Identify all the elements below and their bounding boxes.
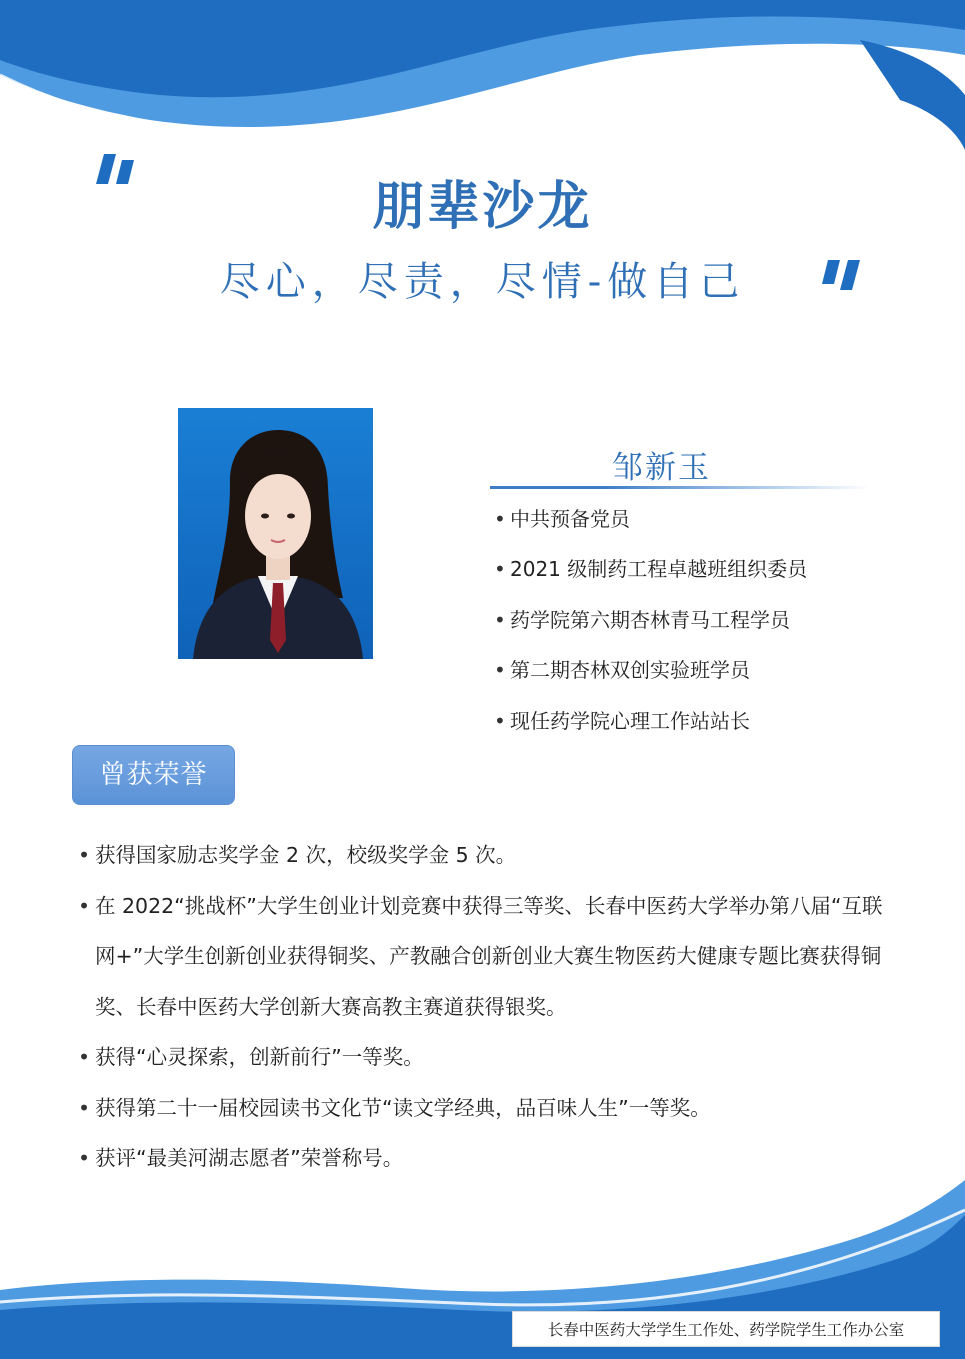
list-item: • 中共预备党员: [494, 500, 807, 550]
bullet-icon: •: [78, 893, 91, 918]
bullet-icon: •: [494, 507, 506, 531]
list-item: • 2021 级制药工程卓越班组织委员: [494, 550, 807, 600]
list-item: • 药学院第六期杏林青马工程学员: [494, 601, 807, 651]
bullet-icon: •: [494, 658, 506, 683]
list-item: • 获评“最美河湖志愿者”荣誉称号。: [78, 1133, 893, 1184]
footer-organization: 长春中医药大学学生工作处、药学院学生工作办公室: [512, 1311, 940, 1347]
profile-list: [494, 500, 807, 752]
person-name: 邹新玉: [612, 450, 711, 486]
bullet-icon: •: [78, 1045, 91, 1069]
list-item: • 获得“心灵探索，创新前行”一等奖。: [78, 1032, 893, 1083]
list-item: • 现任药学院心理工作站站长: [494, 702, 807, 752]
list-item: • 第二期杏林双创实验班学员: [494, 651, 807, 701]
bullet-icon: •: [494, 607, 506, 632]
top-wave-decoration: [0, 0, 965, 160]
list-item: • 在 2022“挑战杯”大学生创业计划竞赛中获得三等奖、长春中医药大学举办第八届“互联网+”大学生创新创业获得铜奖、产教融合创新创业大赛生物医药大健康专题比赛获得铜奖、长春中医药大学创新大赛高教主赛道获得银奖。: [78, 881, 893, 1033]
honors-section-badge: 曾获荣誉: [72, 745, 235, 805]
bullet-icon: •: [494, 708, 506, 733]
bullet-icon: •: [78, 843, 91, 867]
page-subtitle: 尽心，尽责，尽情-做自己: [219, 259, 746, 305]
list-item: • 获得国家励志奖学金 2 次，校级奖学金 5 次。: [78, 830, 893, 881]
bullet-icon: •: [494, 557, 506, 582]
bullet-icon: •: [78, 1146, 91, 1170]
honors-list: [78, 830, 893, 1184]
page-title: 朋辈沙龙: [372, 176, 593, 237]
list-item: • 获得第二十一届校园读书文化节“读文学经典，品百味人生”一等奖。: [78, 1083, 893, 1134]
name-underline: [490, 486, 870, 489]
bullet-icon: •: [78, 1095, 91, 1120]
portrait-photo: [178, 408, 373, 659]
